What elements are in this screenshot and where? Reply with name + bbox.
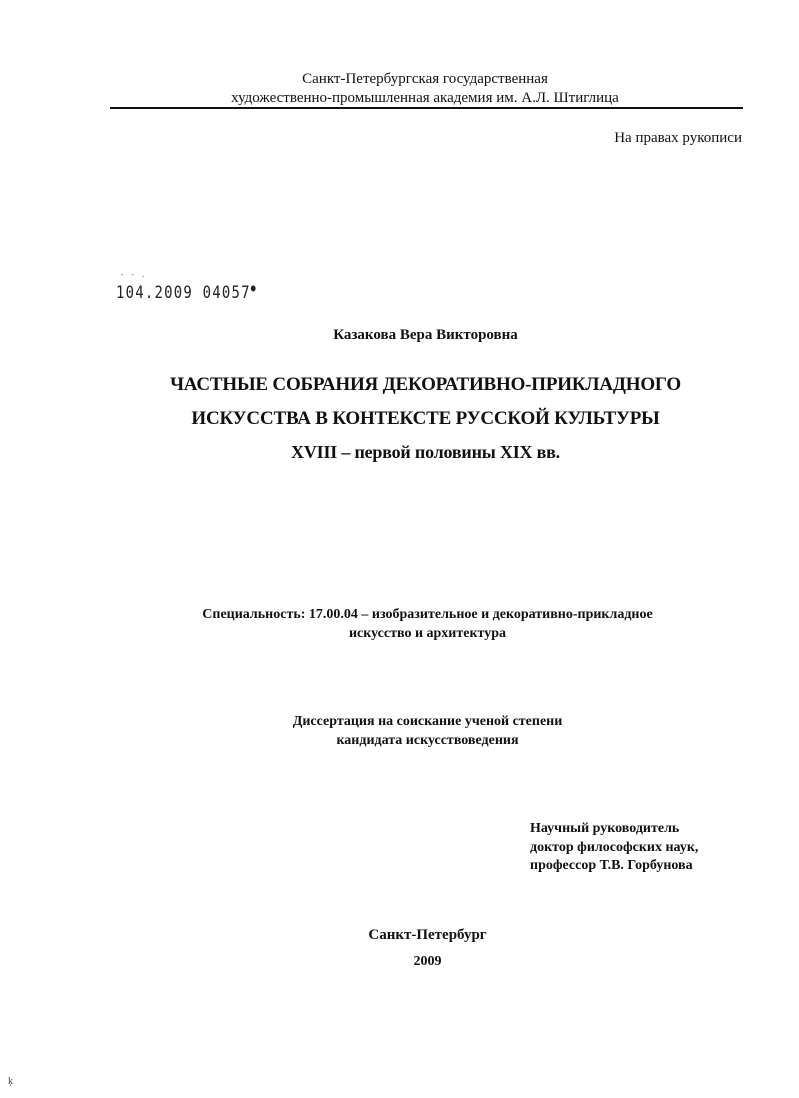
catalog-code-text: 104.2009 04057 bbox=[116, 283, 251, 303]
institution-name-line2: художественно-промышленная академия им. А.Л. Штиглица bbox=[231, 90, 619, 106]
dissertation-title-line3: XVIII – первой половины XIX вв. bbox=[291, 442, 560, 462]
specialty-line1: Специальность: 17.00.04 – изобразительное и декоративно-прикладное bbox=[202, 607, 653, 622]
manuscript-rights-note: На правах рукописи bbox=[614, 130, 742, 146]
dissertation-title-line1: ЧАСТНЫЕ СОБРАНИЯ ДЕКОРАТИВНО-ПРИКЛАДНОГО bbox=[170, 374, 681, 395]
degree-line1: Диссертация на соискание ученой степени bbox=[292, 714, 563, 729]
advisor-name: профессор Т.В. Горбунова bbox=[530, 858, 693, 873]
scan-corner-mark: ķ bbox=[8, 1076, 13, 1087]
catalog-stamp-mark: - - . bbox=[120, 271, 147, 279]
dissertation-title-line2: ИСКУССТВА В КОНТЕКСТЕ РУССКОЙ КУЛЬТУРЫ bbox=[191, 408, 660, 429]
advisor-label: Научный руководитель bbox=[530, 821, 680, 836]
advisor-degree: доктор философских наук, bbox=[530, 840, 699, 855]
institution-name-line1: Санкт-Петербургская государственная bbox=[302, 71, 548, 87]
degree-line2: кандидата искусствоведения bbox=[336, 733, 519, 748]
catalog-code bbox=[116, 283, 257, 303]
specialty-line2: искусство и архитектура bbox=[348, 626, 507, 641]
header-divider bbox=[110, 107, 743, 109]
city: Санкт-Петербург bbox=[368, 927, 487, 943]
author-name: Казакова Вера Викторовна bbox=[333, 327, 518, 343]
catalog-code-dot: ● bbox=[250, 283, 257, 294]
year: 2009 bbox=[413, 954, 442, 969]
